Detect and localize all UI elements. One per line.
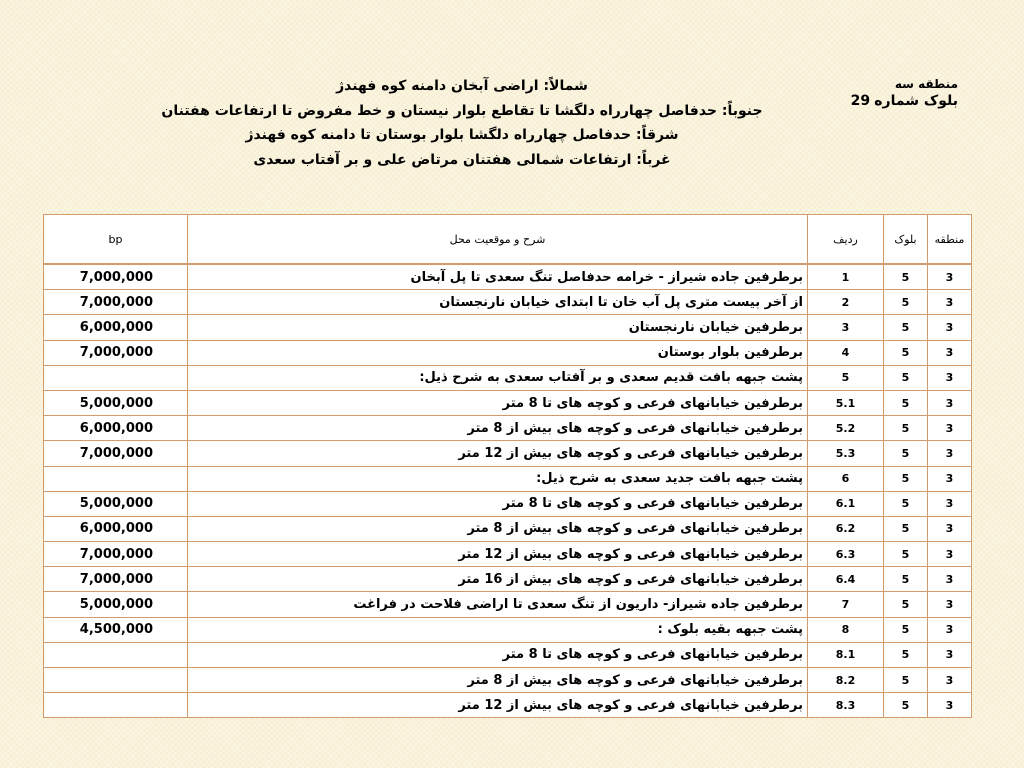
cell-block: 5 — [884, 264, 928, 290]
table-row — [44, 466, 972, 491]
cell-row-no: 5.1 — [808, 390, 884, 415]
cell-description: برطرفین خیابانهای فرعی و کوچه های بیش از 8 متر — [188, 416, 808, 441]
table-row — [44, 567, 972, 592]
cell-region: 3 — [928, 416, 972, 441]
cell-region: 3 — [928, 264, 972, 290]
cell-price: 7,000,000 — [44, 441, 188, 466]
table-row — [44, 365, 972, 390]
table-row — [44, 416, 972, 441]
cell-region: 3 — [928, 466, 972, 491]
cell-description: پشت جبهه بافت جدید سعدی به شرح ذیل: — [188, 466, 808, 491]
cell-row-no: 1 — [808, 264, 884, 290]
cell-region: 3 — [928, 441, 972, 466]
cell-price — [44, 365, 188, 390]
table-row — [44, 340, 972, 365]
header-price: bp — [44, 215, 188, 265]
header-description: شرح و موقعیت محل — [188, 215, 808, 265]
table-row — [44, 542, 972, 567]
cell-description: برطرفین خیابانهای فرعی و کوچه های بیش از 8 متر — [188, 668, 808, 693]
cell-block: 5 — [884, 315, 928, 340]
cell-price: 7,000,000 — [44, 340, 188, 365]
cell-description: برطرفین خیابان نارنجستان — [188, 315, 808, 340]
cell-block: 5 — [884, 668, 928, 693]
cell-block: 5 — [884, 617, 928, 642]
header-region: منطقه — [928, 215, 972, 265]
cell-row-no: 6.2 — [808, 516, 884, 541]
boundary-west: غرباً: ارتفاعات شمالی هفتنان مرتاض علی و بر آفتاب سعدی — [253, 151, 671, 168]
cell-row-no: 5.2 — [808, 416, 884, 441]
cell-price — [44, 466, 188, 491]
table-body — [44, 264, 972, 718]
table-row — [44, 617, 972, 642]
table-row — [44, 491, 972, 516]
cell-price: 7,000,000 — [44, 542, 188, 567]
cell-block: 5 — [884, 290, 928, 315]
cell-row-no: 6.1 — [808, 491, 884, 516]
cell-price: 5,000,000 — [44, 592, 188, 617]
cell-price: 6,000,000 — [44, 516, 188, 541]
cell-block: 5 — [884, 516, 928, 541]
region-block-label — [848, 76, 958, 110]
price-table — [43, 214, 972, 718]
cell-row-no: 6 — [808, 466, 884, 491]
cell-price — [44, 693, 188, 718]
table-row — [44, 693, 972, 718]
table-header-row — [44, 215, 972, 265]
cell-row-no: 8.2 — [808, 668, 884, 693]
cell-row-no: 6.3 — [808, 542, 884, 567]
cell-region: 3 — [928, 516, 972, 541]
table-row — [44, 315, 972, 340]
cell-block: 5 — [884, 416, 928, 441]
boundary-north: شمالاً: اراضی آبخان دامنه کوه فهندژ — [336, 78, 588, 94]
block-label: بلوک شماره — [874, 93, 958, 109]
cell-description: برطرفین خیابانهای فرعی و کوچه های تا 8 متر — [188, 390, 808, 415]
cell-row-no: 5 — [808, 365, 884, 390]
cell-row-no: 4 — [808, 340, 884, 365]
table-row — [44, 642, 972, 667]
cell-price: 4,500,000 — [44, 617, 188, 642]
cell-price: 7,000,000 — [44, 567, 188, 592]
cell-region: 3 — [928, 390, 972, 415]
table-row — [44, 264, 972, 290]
table-row — [44, 441, 972, 466]
cell-description: برطرفین جاده شیراز - خرامه حدفاصل تنگ سعدی تا پل آبخان — [188, 264, 808, 290]
cell-region: 3 — [928, 668, 972, 693]
cell-price: 7,000,000 — [44, 290, 188, 315]
cell-region: 3 — [928, 642, 972, 667]
header-row-number: ردیف — [808, 215, 884, 265]
cell-row-no: 8 — [808, 617, 884, 642]
cell-row-no: 6.4 — [808, 567, 884, 592]
cell-block: 5 — [884, 592, 928, 617]
cell-block: 5 — [884, 642, 928, 667]
table-row — [44, 668, 972, 693]
cell-block: 5 — [884, 542, 928, 567]
cell-price: 5,000,000 — [44, 390, 188, 415]
cell-price: 6,000,000 — [44, 315, 188, 340]
cell-region: 3 — [928, 617, 972, 642]
cell-region: 3 — [928, 340, 972, 365]
cell-region: 3 — [928, 592, 972, 617]
cell-description: برطرفین خیابانهای فرعی و کوچه های بیش از 12 متر — [188, 542, 808, 567]
cell-row-no: 7 — [808, 592, 884, 617]
cell-description: برطرفین بلوار بوستان — [188, 340, 808, 365]
boundary-description — [160, 74, 764, 172]
cell-region: 3 — [928, 542, 972, 567]
cell-price — [44, 642, 188, 667]
cell-row-no: 2 — [808, 290, 884, 315]
cell-price — [44, 668, 188, 693]
cell-block: 5 — [884, 693, 928, 718]
cell-description: از آخر بیست متری پل آب خان تا ابتدای خیابان نارنجستان — [188, 290, 808, 315]
table-row — [44, 390, 972, 415]
region-label: منطقه سه — [894, 77, 958, 91]
cell-block: 5 — [884, 390, 928, 415]
cell-price: 6,000,000 — [44, 416, 188, 441]
header-block: بلوک — [884, 215, 928, 265]
cell-description: برطرفین خیابانهای فرعی و کوچه های بیش از 8 متر — [188, 516, 808, 541]
cell-price: 5,000,000 — [44, 491, 188, 516]
cell-block: 5 — [884, 441, 928, 466]
cell-region: 3 — [928, 290, 972, 315]
cell-region: 3 — [928, 567, 972, 592]
cell-block: 5 — [884, 567, 928, 592]
cell-region: 3 — [928, 491, 972, 516]
cell-description: برطرفین خیابانهای فرعی و کوچه های بیش از 12 متر — [188, 693, 808, 718]
table-row — [44, 592, 972, 617]
block-number: 29 — [850, 93, 871, 109]
cell-region: 3 — [928, 315, 972, 340]
cell-description: برطرفین جاده شیراز- داریون از تنگ سعدی تا اراضی فلاحت در فراغت — [188, 592, 808, 617]
cell-block: 5 — [884, 466, 928, 491]
cell-block: 5 — [884, 340, 928, 365]
cell-description: برطرفین خیابانهای فرعی و کوچه های بیش از 16 متر — [188, 567, 808, 592]
cell-row-no: 3 — [808, 315, 884, 340]
cell-row-no: 8.3 — [808, 693, 884, 718]
cell-description: پشت جبهه بافت قدیم سعدی و بر آفتاب سعدی به شرح ذیل: — [188, 365, 808, 390]
cell-block: 5 — [884, 365, 928, 390]
block-label-line — [848, 93, 958, 110]
cell-description: برطرفین خیابانهای فرعی و کوچه های تا 8 متر — [188, 491, 808, 516]
cell-row-no: 5.3 — [808, 441, 884, 466]
cell-description: برطرفین خیابانهای فرعی و کوچه های تا 8 متر — [188, 642, 808, 667]
cell-row-no: 8.1 — [808, 642, 884, 667]
table-row — [44, 516, 972, 541]
boundary-south: جنوباً: حدفاصل چهارراه دلگشا تا تقاطع بلوار نیستان و خط مفروض تا ارتفاعات هفتنان — [161, 102, 763, 119]
cell-price: 7,000,000 — [44, 264, 188, 290]
boundary-east: شرقاً: حدفاصل چهارراه دلگشا بلوار بوستان تا دامنه کوه فهندژ — [245, 127, 679, 143]
cell-region: 3 — [928, 365, 972, 390]
cell-description: برطرفین خیابانهای فرعی و کوچه های بیش از 12 متر — [188, 441, 808, 466]
cell-block: 5 — [884, 491, 928, 516]
cell-region: 3 — [928, 693, 972, 718]
table-row — [44, 290, 972, 315]
cell-description: پشت جبهه بقیه بلوک : — [188, 617, 808, 642]
